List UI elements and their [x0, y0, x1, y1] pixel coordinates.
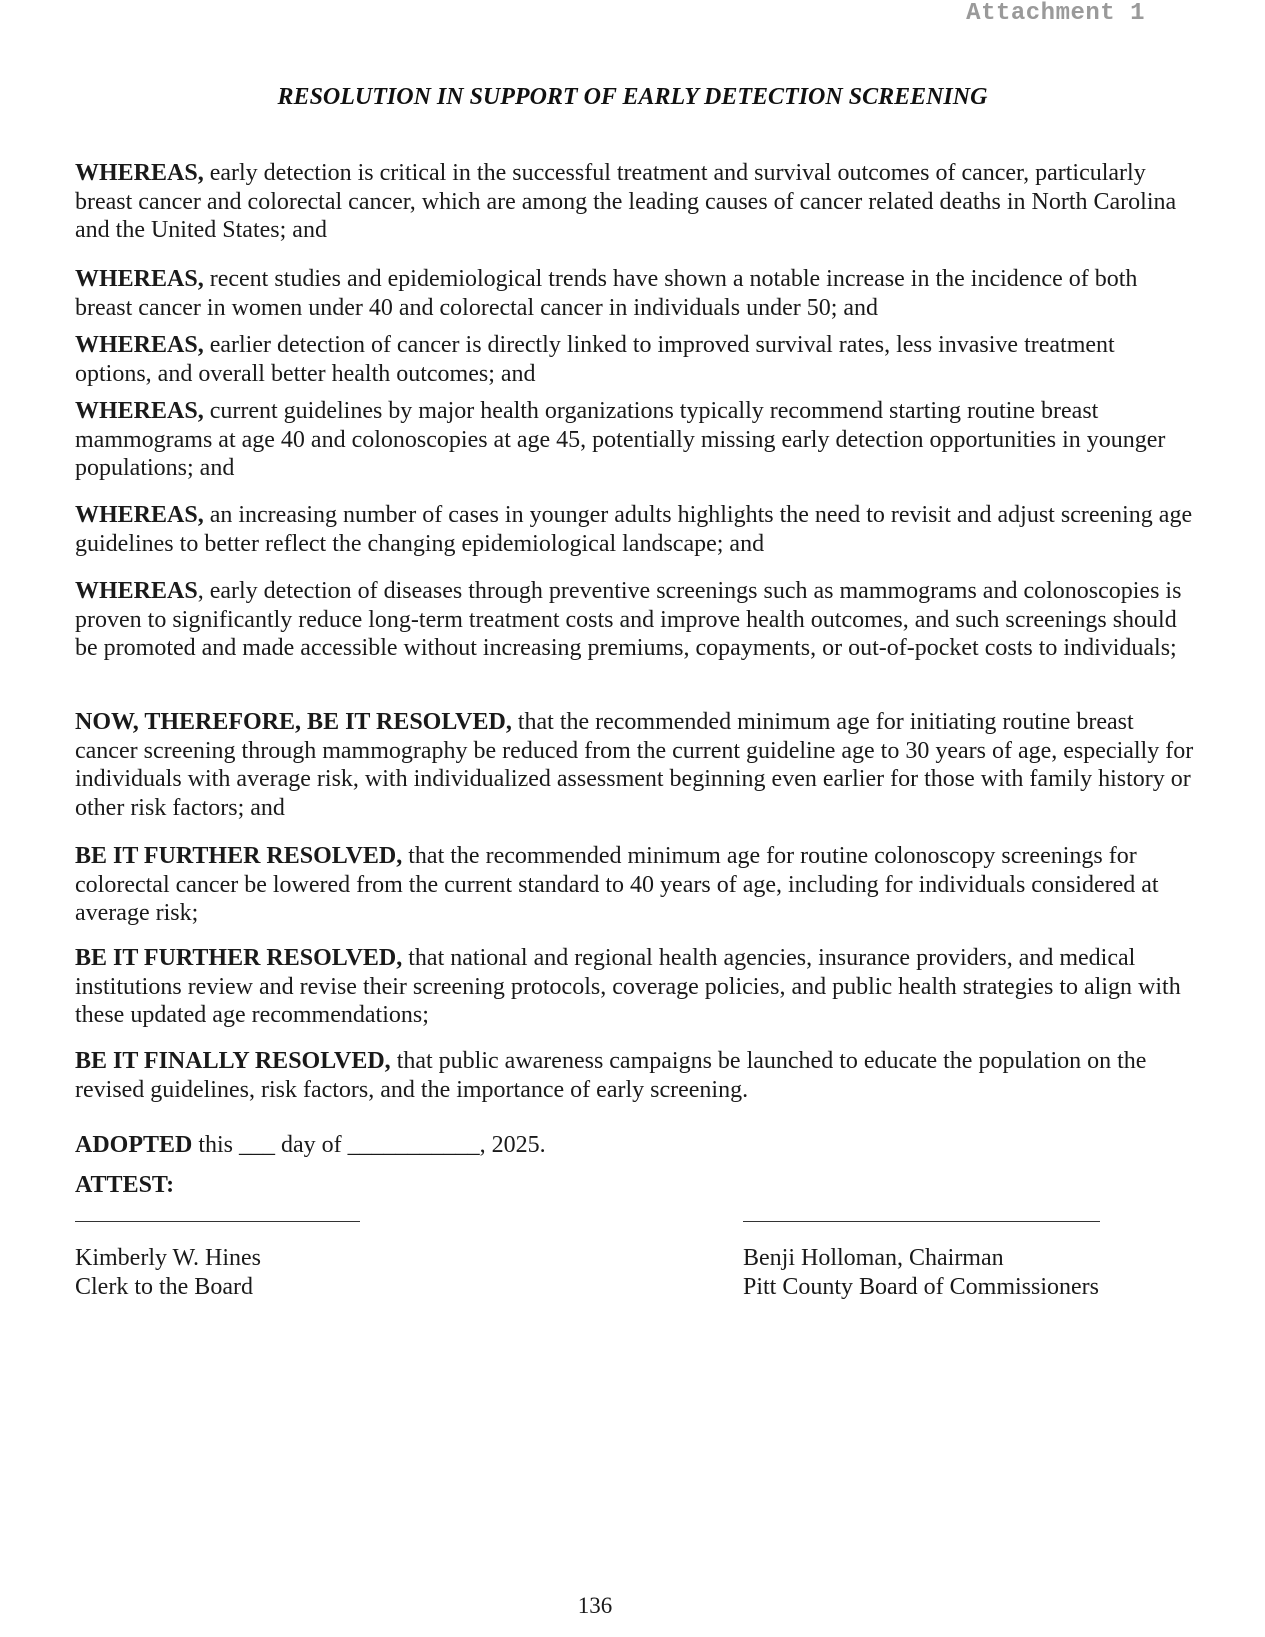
adopted-line: [75, 1132, 546, 1159]
paragraph-lead: WHEREAS,: [75, 266, 204, 292]
adopted-text: this ___ day of ___________, 2025.: [192, 1132, 546, 1158]
whereas-paragraph-1: [75, 159, 1197, 245]
paragraph-lead: WHEREAS,: [75, 398, 204, 424]
paragraph-lead: WHEREAS: [75, 578, 198, 604]
attachment-label: Attachment 1: [966, 0, 1145, 27]
paragraph-lead: BE IT FINALLY RESOLVED,: [75, 1048, 391, 1074]
page-number: 136: [577, 1593, 613, 1618]
paragraph-text: that national and regional health agencies, insurance providers, and medical institutions review and revise their screening protocols, coverage policies, and public health strategies to align with these updated age recommendations;: [75, 945, 1181, 1028]
resolved-paragraph: [75, 708, 1197, 822]
signature-line-left: [75, 1221, 360, 1222]
finally-resolved-paragraph: [75, 1047, 1197, 1104]
paragraph-lead: BE IT FURTHER RESOLVED,: [75, 945, 403, 971]
paragraph-text: an increasing number of cases in younger adults highlights the need to revisit and adjust screening age guidelines to better reflect the changing epidemiological landscape; and: [75, 502, 1193, 557]
whereas-paragraph-5: [75, 501, 1197, 558]
paragraph-lead: WHEREAS,: [75, 332, 204, 358]
paragraph-text: recent studies and epidemiological trends have shown a notable increase in the incidence of both breast cancer in women under 40 and colorectal cancer in individuals under 50; and: [75, 266, 1138, 321]
paragraph-text: that the recommended minimum age for routine colonoscopy screenings for colorectal cancer be lowered from the current standard to 40 years of age, including for individuals considered at average risk;: [75, 843, 1159, 926]
paragraph-lead: BE IT FURTHER RESOLVED,: [75, 843, 403, 869]
paragraph-text: , early detection of diseases through preventive screenings such as mammograms and colonoscopies is proven to significantly reduce long-term treatment costs and improve health outcomes, and such screenings should be promoted and made accessible without increasing premiums, copayments, or out-of-pocket costs to individuals;: [75, 578, 1182, 661]
paragraph-lead: WHEREAS,: [75, 502, 204, 528]
whereas-paragraph-3: [75, 331, 1197, 388]
further-resolved-paragraph-1: [75, 842, 1197, 928]
signer-title: Clerk to the Board: [75, 1274, 253, 1300]
resolution-title: RESOLUTION IN SUPPORT OF EARLY DETECTION SCREENING: [277, 84, 988, 110]
paragraph-text: that public awareness campaigns be launched to educate the population on the revised guidelines, risk factors, and the importance of early screening.: [75, 1048, 1147, 1103]
paragraph-lead: WHEREAS,: [75, 160, 204, 186]
whereas-paragraph-2: [75, 265, 1197, 322]
paragraph-text: that the recommended minimum age for initiating routine breast cancer screening through mammography be reduced from the current guideline age to 30 years of age, especially for individuals with average risk, with individualized assessment beginning even earlier for those with family history or other risk factors; and: [75, 709, 1194, 821]
signer-name: Benji Holloman, Chairman: [743, 1245, 1004, 1271]
signer-right: [743, 1244, 1099, 1302]
whereas-paragraph-6: [75, 577, 1197, 663]
adopted-lead: ADOPTED: [75, 1132, 193, 1158]
paragraph-text: earlier detection of cancer is directly linked to improved survival rates, less invasive treatment options, and overall better health outcomes; and: [75, 332, 1115, 387]
paragraph-text: current guidelines by major health organizations typically recommend starting routine breast mammograms at age 40 and colonoscopies at age 45, potentially missing early detection opportunities in younger populations; and: [75, 398, 1166, 481]
paragraph-text: early detection is critical in the successful treatment and survival outcomes of cancer, particularly breast cancer and colorectal cancer, which are among the leading causes of cancer related deaths in North Carolina and the United States; and: [75, 160, 1177, 243]
whereas-paragraph-4: [75, 397, 1197, 483]
signer-name: Kimberly W. Hines: [75, 1245, 261, 1271]
signer-title: Pitt County Board of Commissioners: [743, 1274, 1100, 1300]
signature-line-right: [743, 1221, 1100, 1222]
attest-label: ATTEST:: [75, 1172, 175, 1198]
further-resolved-paragraph-2: [75, 944, 1197, 1030]
paragraph-lead: NOW, THEREFORE, BE IT RESOLVED,: [75, 709, 512, 735]
signer-left: [75, 1244, 261, 1302]
